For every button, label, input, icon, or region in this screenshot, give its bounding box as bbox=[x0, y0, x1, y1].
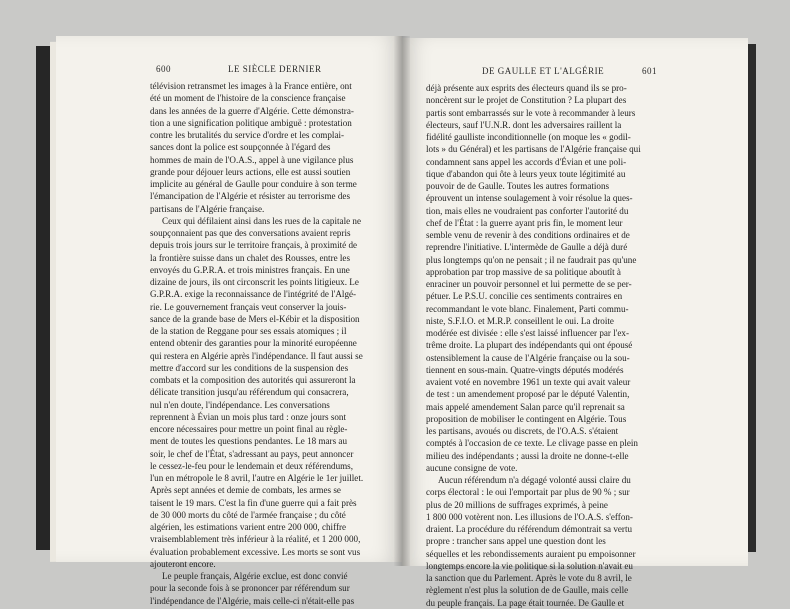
text-line: Ceux qui défilaient ainsi dans les rues de la capitale ne bbox=[162, 215, 361, 226]
left-page bbox=[56, 36, 402, 606]
text-line: sance de la grande base de Mers el-Kébir et la disposition bbox=[150, 313, 360, 324]
text-line: hommes de main de l'O.A.S., appel à une vigilance plus bbox=[150, 154, 354, 165]
text-line: longtemps encore la vie politique si la solution n'avait eu bbox=[426, 560, 633, 571]
text-line: depuis trois jours sur le territoire français, à proximité de bbox=[150, 240, 358, 251]
text-line: de la station de Reggane pour ses essais atomiques ; il bbox=[150, 326, 347, 336]
text-line: de test : un amendement proposé par le député Valentin, bbox=[426, 389, 630, 400]
text-line: électeurs, sauf l'U.N.R. dont les adversaires raillent la bbox=[426, 119, 622, 130]
text-line: partis sont embarrassés sur le vote à recommander à leurs bbox=[426, 107, 636, 118]
text-line: tion a une signification politique ambiguë : protestation bbox=[150, 117, 352, 128]
text-line: 1 800 000 votèrent non. Les illusions de l'O.A.S. s'effon- bbox=[426, 511, 633, 522]
text-line: tiennent en sous-main. Quatre-vingts députés modérés bbox=[426, 364, 624, 375]
text-line: rie. Le gouvernement français veut conserver la jouis- bbox=[150, 301, 347, 312]
text-line: dizaine de jours, ils ont circonscrit les points litigieux. Le bbox=[150, 277, 359, 287]
text-line: encore nécessaires pour mettre un point final au règle- bbox=[150, 424, 348, 434]
left-page-number: 600 bbox=[156, 64, 171, 74]
text-line: qui restera en Algérie après l'indépendance. Il faut aussi se bbox=[150, 350, 363, 361]
text-line: modérée est divisée : elle s'est laissé influencer par l'ex- bbox=[426, 328, 630, 338]
text-line: milieu des indépendants ; aussi la droite ne donne-t-elle bbox=[426, 450, 629, 461]
text-line: Aucun référendum n'a dégagé volonté aussi claire du bbox=[438, 475, 631, 485]
text-line: règlement n'est plus la solution de de Gaulle, mais celle bbox=[426, 585, 629, 596]
text-line: fidélité gaulliste inconditionnelle (on moque les « godil- bbox=[426, 132, 631, 142]
text-line: tion, mais elles ne voudraient pas conforter l'autorité du bbox=[426, 205, 629, 216]
text-line: Le peuple français, Algérie exclue, est donc convié bbox=[162, 571, 348, 581]
text-line: éprouvent un intense soulagement à voir résolue la ques- bbox=[426, 193, 633, 204]
text-line: pouvoir de de Gaulle. Toutes les autres formations bbox=[426, 181, 610, 191]
text-line: soir, le chef de l'État, s'adressant au pays, peut annoncer bbox=[150, 448, 354, 459]
text-line: ment de toutes les questions pendantes. Le 18 mars au bbox=[150, 436, 347, 447]
text-line: la frontière suisse dans un chalet des Rousses, entre les bbox=[150, 252, 351, 263]
text-line: vraisemblablement très inférieur à la réalité, et 1 200 000, bbox=[150, 534, 361, 545]
text-line: ostensiblement la cause de l'Algérie française ou la sou- bbox=[426, 352, 630, 363]
text-line: comptés à l'occasion de ce texte. Le clivage passe en plein bbox=[426, 438, 638, 449]
text-line: la sanction que du Parlement. Après le vote du 8 avril, le bbox=[426, 573, 632, 583]
right-page-number: 601 bbox=[642, 66, 657, 76]
book-gutter bbox=[394, 36, 410, 566]
text-line: lots » du Général) et les partisans de l'Algérie française qui bbox=[426, 144, 641, 155]
text-line: proposition de mobiliser le contingent en Algérie. Tous bbox=[426, 413, 627, 424]
right-running-head: DE GAULLE ET L'ALGÉRIE bbox=[482, 66, 605, 76]
text-line: semble venu de revenir à des conditions ordinaires et de bbox=[426, 230, 630, 240]
text-line: corps électoral : le oui l'emportait par plus de 90 % ; sur bbox=[426, 487, 630, 498]
text-line: l'indépendance de l'Algérie, mais celle-ci n'était-elle pas bbox=[150, 595, 355, 606]
text-line: approbation par trop massive de sa politique aboutît à bbox=[426, 266, 621, 277]
text-line: algérien, les estimations varient entre 200 000, chiffre bbox=[150, 522, 347, 532]
text-line: grande pour déjouer leurs actions, elle est aussi soutien bbox=[150, 166, 351, 177]
right-page-body bbox=[426, 82, 694, 609]
text-line: séquelles et les rebondissements auraient pu empoisonner bbox=[426, 548, 636, 559]
text-line: télévision retransmet les images à la France entière, ont bbox=[150, 81, 352, 91]
text-line: déjà présente aux esprits des électeurs quand ils se pro- bbox=[426, 83, 627, 93]
text-line: reprennent à Évian un mois plus tard : onze jours sont bbox=[150, 411, 346, 422]
text-line: recommandant le vote blanc. Finalement, Parti commu- bbox=[426, 303, 629, 314]
text-line: trême droite. La plupart des indépendants qui ont épousé bbox=[426, 340, 633, 351]
text-line: G.P.R.A. exige la reconnaissance de l'intégrité de l'Algé- bbox=[150, 289, 357, 300]
text-line: noncèrent sur le projet de Constitution ? La plupart des bbox=[426, 95, 627, 106]
text-line: aucune consigne de vote. bbox=[426, 462, 518, 473]
text-line: combats et la composition des autorités qui assureront la bbox=[150, 375, 356, 385]
text-line: nul n'en doute, l'indépendance. Les conversations bbox=[150, 399, 330, 410]
text-line: sances dont la police est soupçonnée à l'égard des bbox=[150, 142, 331, 153]
right-page bbox=[402, 38, 748, 608]
text-line: les partisans, avoués ou discrets, de l'O.A.S. s'étaient bbox=[426, 426, 619, 436]
text-line: niste, S.F.I.O. et M.R.P. conseillent le oui. La droite bbox=[426, 315, 614, 326]
text-line: avaient voté en novembre 1961 un texte qui avait valeur bbox=[426, 377, 631, 387]
text-line: entend obtenir des garanties pour la minorité européenne bbox=[150, 338, 357, 349]
text-line: taisent le 19 mars. C'est la fin d'une guerre qui a fait près bbox=[150, 497, 357, 508]
text-line: partisans de l'Algérie française. bbox=[150, 203, 265, 214]
text-line: propre : trancher sans appel une question dont les bbox=[426, 536, 606, 547]
text-line: mettre d'accord sur les conditions de la suspension des bbox=[150, 362, 349, 373]
text-line: de 30 000 morts du côté de l'armée française ; du côté bbox=[150, 509, 346, 520]
left-running-head: LE SIÈCLE DERNIER bbox=[228, 64, 322, 74]
text-line: du peuple français. La page était tournée. De Gaulle et bbox=[426, 597, 625, 608]
text-line: implicite au général de Gaulle pour conduire à son terme bbox=[150, 179, 357, 189]
left-page-body bbox=[150, 80, 394, 607]
text-line: ajouteront encore. bbox=[150, 558, 216, 569]
text-line: enraciner un pouvoir personnel et lui permette de se per- bbox=[426, 279, 632, 289]
text-line: dans les années de la guerre d'Algérie. Cette démonstra- bbox=[150, 105, 354, 116]
text-line: Après sept années et demie de combats, les armes se bbox=[150, 485, 341, 496]
text-line: l'un en métropole le 8 avril, l'autre en Algérie le 1er juillet. bbox=[150, 473, 364, 483]
text-line: plus longtemps qu'on ne pensait ; il ne faudrait pas qu'une bbox=[426, 254, 637, 265]
text-line: tique d'abandon qui ôte à leurs yeux toute légitimité au bbox=[426, 168, 626, 179]
text-line: pour la seconde fois à se prononcer par référendum sur bbox=[150, 583, 350, 594]
text-line: chef de l'État : la guerre ayant pris fin, le moment leur bbox=[426, 217, 623, 228]
text-line: l'émancipation de l'Algérie et résister au terrorisme des bbox=[150, 191, 350, 202]
text-line: draient. La procédure du référendum démontrait sa vertu bbox=[426, 524, 633, 534]
text-line: plus de 20 millions de suffrages exprimés, à peine bbox=[426, 499, 608, 510]
text-line: condamnent sans appel les accords d'Évian et une poli- bbox=[426, 156, 627, 167]
text-line: soupçonnaient pas que des conversations avaient repris bbox=[150, 228, 351, 238]
text-line: été un moment de l'histoire de la conscience française bbox=[150, 93, 346, 104]
text-line: contre les brutalités du service d'ordre et les complai- bbox=[150, 130, 345, 140]
text-line: pétuer. Le P.S.U. concilie ces sentiments contraires en bbox=[426, 291, 623, 302]
text-line: le cessez-le-feu pour le lendemain et deux référendums, bbox=[150, 460, 353, 471]
text-line: mais appelé amendement Salan parce qu'il reprenait sa bbox=[426, 401, 625, 412]
text-line: délicate transition jusqu'au référendum qui consacrera, bbox=[150, 387, 349, 398]
text-line: évaluation probablement excessive. Les morts se sont vus bbox=[150, 546, 361, 557]
text-line: envoyés du G.P.R.A. et trois ministres français. En une bbox=[150, 264, 350, 275]
text-line: reprendre l'initiative. L'intermède de Gaulle a déjà duré bbox=[426, 242, 628, 253]
